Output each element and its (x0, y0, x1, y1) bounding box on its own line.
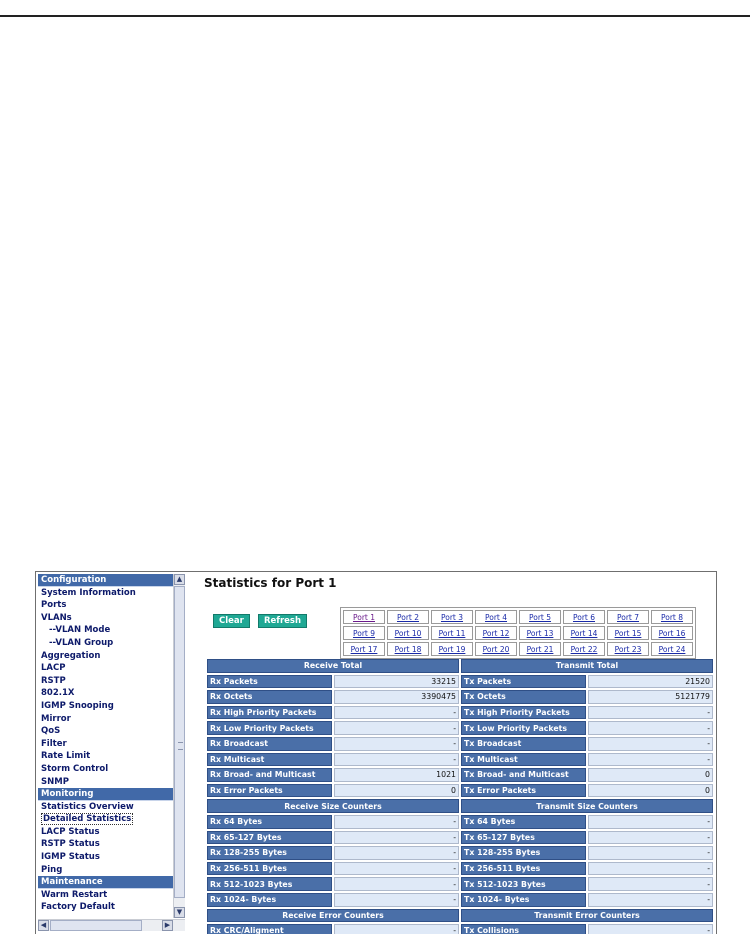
scroll-grip-icon (178, 742, 183, 750)
sidebar-item-label: VLANs (41, 612, 72, 623)
tx-counter-label: Tx 128-255 Bytes (461, 846, 586, 860)
sidebar-item[interactable] (38, 637, 173, 650)
section-header-transmit: Transmit Error Counters (461, 909, 713, 923)
tx-counter-value: - (588, 737, 713, 751)
sidebar-item-label: LACP Status (41, 826, 100, 837)
sidebar-item-label: Detailed Statistics (43, 814, 132, 825)
stats-row (207, 706, 713, 720)
stats-row (207, 675, 713, 689)
tx-counter-label: Tx 512-1023 Bytes (461, 877, 586, 891)
sidebar-item-label: IGMP Snooping (41, 700, 114, 711)
sidebar-section-header (38, 876, 173, 889)
port-row (343, 626, 693, 640)
section-header-receive: Receive Total (207, 659, 459, 673)
port-link[interactable]: Port 7 (607, 610, 649, 624)
scroll-right-arrow-icon[interactable]: ▶ (162, 920, 173, 931)
sidebar-item[interactable] (38, 864, 173, 877)
tx-counter-value: - (588, 721, 713, 735)
sidebar-section-header (38, 574, 173, 587)
stats-row (207, 768, 713, 782)
sidebar-item-label: Rate Limit (41, 751, 91, 762)
tx-counter-value: - (588, 862, 713, 876)
tx-counter-value: - (588, 815, 713, 829)
section-header-transmit: Transmit Total (461, 659, 713, 673)
sidebar-item-label: 802.1X (41, 688, 75, 699)
rx-counter-value: - (334, 737, 459, 751)
sidebar-item-label: SNMP (41, 776, 69, 787)
sidebar-item[interactable] (38, 725, 173, 738)
rx-counter-value: - (334, 924, 459, 934)
stats-row (207, 784, 713, 798)
page-title: Statistics for Port 1 (204, 576, 337, 590)
port-link[interactable]: Port 10 (387, 626, 429, 640)
sidebar-vertical-scrollbar[interactable] (173, 574, 185, 918)
sidebar-item[interactable] (38, 587, 173, 600)
scroll-thumb-horizontal[interactable] (50, 920, 142, 931)
tx-counter-label: Tx High Priority Packets (461, 706, 586, 720)
rx-counter-label: Rx 128-255 Bytes (207, 846, 332, 860)
stats-row (207, 831, 713, 845)
sidebar-item-label: Ping (41, 864, 63, 875)
port-link[interactable]: Port 14 (563, 626, 605, 640)
tx-counter-value: - (588, 877, 713, 891)
sidebar-item[interactable] (38, 650, 173, 663)
tx-counter-label: Tx 1024- Bytes (461, 893, 586, 907)
rx-counter-value: - (334, 815, 459, 829)
sidebar-item[interactable] (38, 763, 173, 776)
sidebar-item-label: Aggregation (41, 650, 101, 661)
port-link[interactable]: Port 13 (519, 626, 561, 640)
port-link[interactable]: Port 3 (431, 610, 473, 624)
stats-section-row (207, 799, 713, 813)
section-header-receive: Receive Error Counters (207, 909, 459, 923)
sidebar-item-label: Configuration (41, 575, 107, 585)
port-link[interactable]: Port 19 (431, 642, 473, 656)
sidebar-item-label: IGMP Status (41, 852, 100, 863)
sidebar-item[interactable] (38, 713, 173, 726)
rx-counter-value: 1021 (334, 768, 459, 782)
sidebar-item-label: RSTP (41, 675, 66, 686)
rx-counter-value: - (334, 862, 459, 876)
tx-counter-label: Tx Broad- and Multicast (461, 768, 586, 782)
sidebar (38, 574, 173, 932)
sidebar-item[interactable] (38, 776, 173, 789)
sidebar-item[interactable] (38, 687, 173, 700)
port-link[interactable]: Port 4 (475, 610, 517, 624)
sidebar-item-label: Storm Control (41, 763, 109, 774)
rx-counter-label: Rx Error Packets (207, 784, 332, 798)
sidebar-item[interactable] (38, 624, 173, 637)
sidebar-item[interactable] (38, 750, 173, 763)
sidebar-section-header (38, 788, 173, 801)
rx-counter-label: Rx Packets (207, 675, 332, 689)
scroll-left-arrow-icon[interactable]: ◀ (38, 920, 49, 931)
sidebar-item[interactable] (38, 801, 173, 814)
sidebar-item-label: System Information (41, 587, 136, 598)
stats-row (207, 690, 713, 704)
tx-counter-value: 21520 (588, 675, 713, 689)
port-link[interactable]: Port 5 (519, 610, 561, 624)
scroll-thumb[interactable] (174, 586, 185, 898)
rx-counter-value: - (334, 877, 459, 891)
tx-counter-value: - (588, 893, 713, 907)
sidebar-item-label: Factory Default (41, 902, 115, 913)
rx-counter-label: Rx 256-511 Bytes (207, 862, 332, 876)
tx-counter-label: Tx 64 Bytes (461, 815, 586, 829)
rx-counter-value: - (334, 893, 459, 907)
rx-counter-value: - (334, 721, 459, 735)
port-link[interactable]: Port 12 (475, 626, 517, 640)
tx-counter-value: 0 (588, 784, 713, 798)
port-link[interactable]: Port 24 (651, 642, 693, 656)
sidebar-item-label: Warm Restart (41, 889, 108, 900)
tx-counter-label: Tx Multicast (461, 753, 586, 767)
sidebar-item[interactable] (38, 838, 173, 851)
sidebar-menu (38, 574, 173, 914)
rx-counter-label: Rx High Priority Packets (207, 706, 332, 720)
rx-counter-label: Rx 64 Bytes (207, 815, 332, 829)
port-link[interactable]: Port 15 (607, 626, 649, 640)
stats-section-row (207, 659, 713, 673)
tx-counter-value: - (588, 753, 713, 767)
stats-row (207, 846, 713, 860)
scroll-up-arrow-icon[interactable]: ▲ (174, 574, 185, 585)
tx-counter-label: Tx Broadcast (461, 737, 586, 751)
port-link[interactable]: Port 1 (343, 610, 385, 624)
sidebar-item[interactable] (38, 599, 173, 612)
rx-counter-label: Rx Broad- and Multicast (207, 768, 332, 782)
tx-counter-label: Tx Low Priority Packets (461, 721, 586, 735)
tx-counter-value: - (588, 706, 713, 720)
port-link[interactable]: Port 11 (431, 626, 473, 640)
port-row (343, 610, 693, 624)
port-selector-table (340, 607, 696, 659)
refresh-button[interactable]: Refresh (258, 614, 307, 628)
tx-counter-label: Tx Octets (461, 690, 586, 704)
sidebar-item[interactable] (38, 612, 173, 625)
port-link[interactable]: Port 23 (607, 642, 649, 656)
sidebar-item[interactable] (38, 851, 173, 864)
tx-counter-value: - (588, 924, 713, 934)
rx-counter-label: Rx Octets (207, 690, 332, 704)
sidebar-item-label: QoS (41, 726, 61, 737)
rx-counter-value: 33215 (334, 675, 459, 689)
port-link[interactable]: Port 2 (387, 610, 429, 624)
rx-counter-label: Rx 1024- Bytes (207, 893, 332, 907)
tx-counter-value: 5121779 (588, 690, 713, 704)
scroll-down-arrow-icon[interactable]: ▼ (174, 907, 185, 918)
sidebar-item-label: --VLAN Group (49, 637, 114, 648)
stats-section-row (207, 909, 713, 923)
sidebar-item[interactable] (38, 700, 173, 713)
stats-row (207, 815, 713, 829)
port-link[interactable]: Port 16 (651, 626, 693, 640)
rx-counter-value: 0 (334, 784, 459, 798)
section-header-transmit: Transmit Size Counters (461, 799, 713, 813)
stats-row (207, 862, 713, 876)
port-link[interactable]: Port 21 (519, 642, 561, 656)
sidebar-horizontal-scrollbar[interactable] (38, 919, 185, 931)
sidebar-item[interactable] (38, 662, 173, 675)
rx-counter-value: - (334, 753, 459, 767)
rx-counter-label: Rx Low Priority Packets (207, 721, 332, 735)
port-link[interactable]: Port 18 (387, 642, 429, 656)
rx-counter-label: Rx 65-127 Bytes (207, 831, 332, 845)
statistics-table (205, 657, 715, 934)
stats-row (207, 721, 713, 735)
tx-counter-label: Tx Collisions (461, 924, 586, 934)
tx-counter-value: - (588, 846, 713, 860)
sidebar-item-label: Mirror (41, 713, 71, 724)
port-link[interactable]: Port 8 (651, 610, 693, 624)
stats-row (207, 737, 713, 751)
rx-counter-value: - (334, 706, 459, 720)
sidebar-item[interactable] (38, 901, 173, 914)
section-header-receive: Receive Size Counters (207, 799, 459, 813)
sidebar-item[interactable] (38, 813, 173, 826)
stats-row (207, 753, 713, 767)
port-link[interactable]: Port 22 (563, 642, 605, 656)
sidebar-item-label: Statistics Overview (41, 801, 134, 812)
sidebar-item[interactable] (38, 826, 173, 839)
port-link[interactable]: Port 6 (563, 610, 605, 624)
rx-counter-label: Rx Multicast (207, 753, 332, 767)
tx-counter-label: Tx 256-511 Bytes (461, 862, 586, 876)
tx-counter-label: Tx 65-127 Bytes (461, 831, 586, 845)
clear-button[interactable]: Clear (213, 614, 250, 628)
sidebar-item[interactable] (38, 675, 173, 688)
rx-counter-value: - (334, 846, 459, 860)
tx-counter-value: 0 (588, 768, 713, 782)
sidebar-item-label: LACP (41, 663, 66, 674)
stats-row (207, 877, 713, 891)
browser-window (35, 571, 717, 934)
sidebar-item-label: RSTP Status (41, 839, 100, 850)
port-row (343, 642, 693, 656)
sidebar-item-label: --VLAN Mode (49, 625, 111, 636)
action-buttons (213, 608, 310, 626)
rx-counter-label: Rx Broadcast (207, 737, 332, 751)
rx-counter-label: Rx 512-1023 Bytes (207, 877, 332, 891)
rx-counter-value: 3390475 (334, 690, 459, 704)
sidebar-item[interactable] (38, 889, 173, 902)
sidebar-item-label: Filter (41, 738, 67, 749)
tx-counter-label: Tx Packets (461, 675, 586, 689)
port-link[interactable]: Port 9 (343, 626, 385, 640)
port-link[interactable]: Port 17 (343, 642, 385, 656)
stats-row (207, 893, 713, 907)
sidebar-item-label: Ports (41, 600, 67, 611)
sidebar-item[interactable] (38, 738, 173, 751)
tx-counter-value: - (588, 831, 713, 845)
sidebar-item-label: Maintenance (41, 877, 103, 888)
tx-counter-label: Tx Error Packets (461, 784, 586, 798)
rx-counter-label: Rx CRC/Aligment (207, 924, 332, 934)
rx-counter-value: - (334, 831, 459, 845)
sidebar-item-label: Monitoring (41, 789, 94, 800)
page-top-rule (0, 15, 750, 17)
port-link[interactable]: Port 20 (475, 642, 517, 656)
